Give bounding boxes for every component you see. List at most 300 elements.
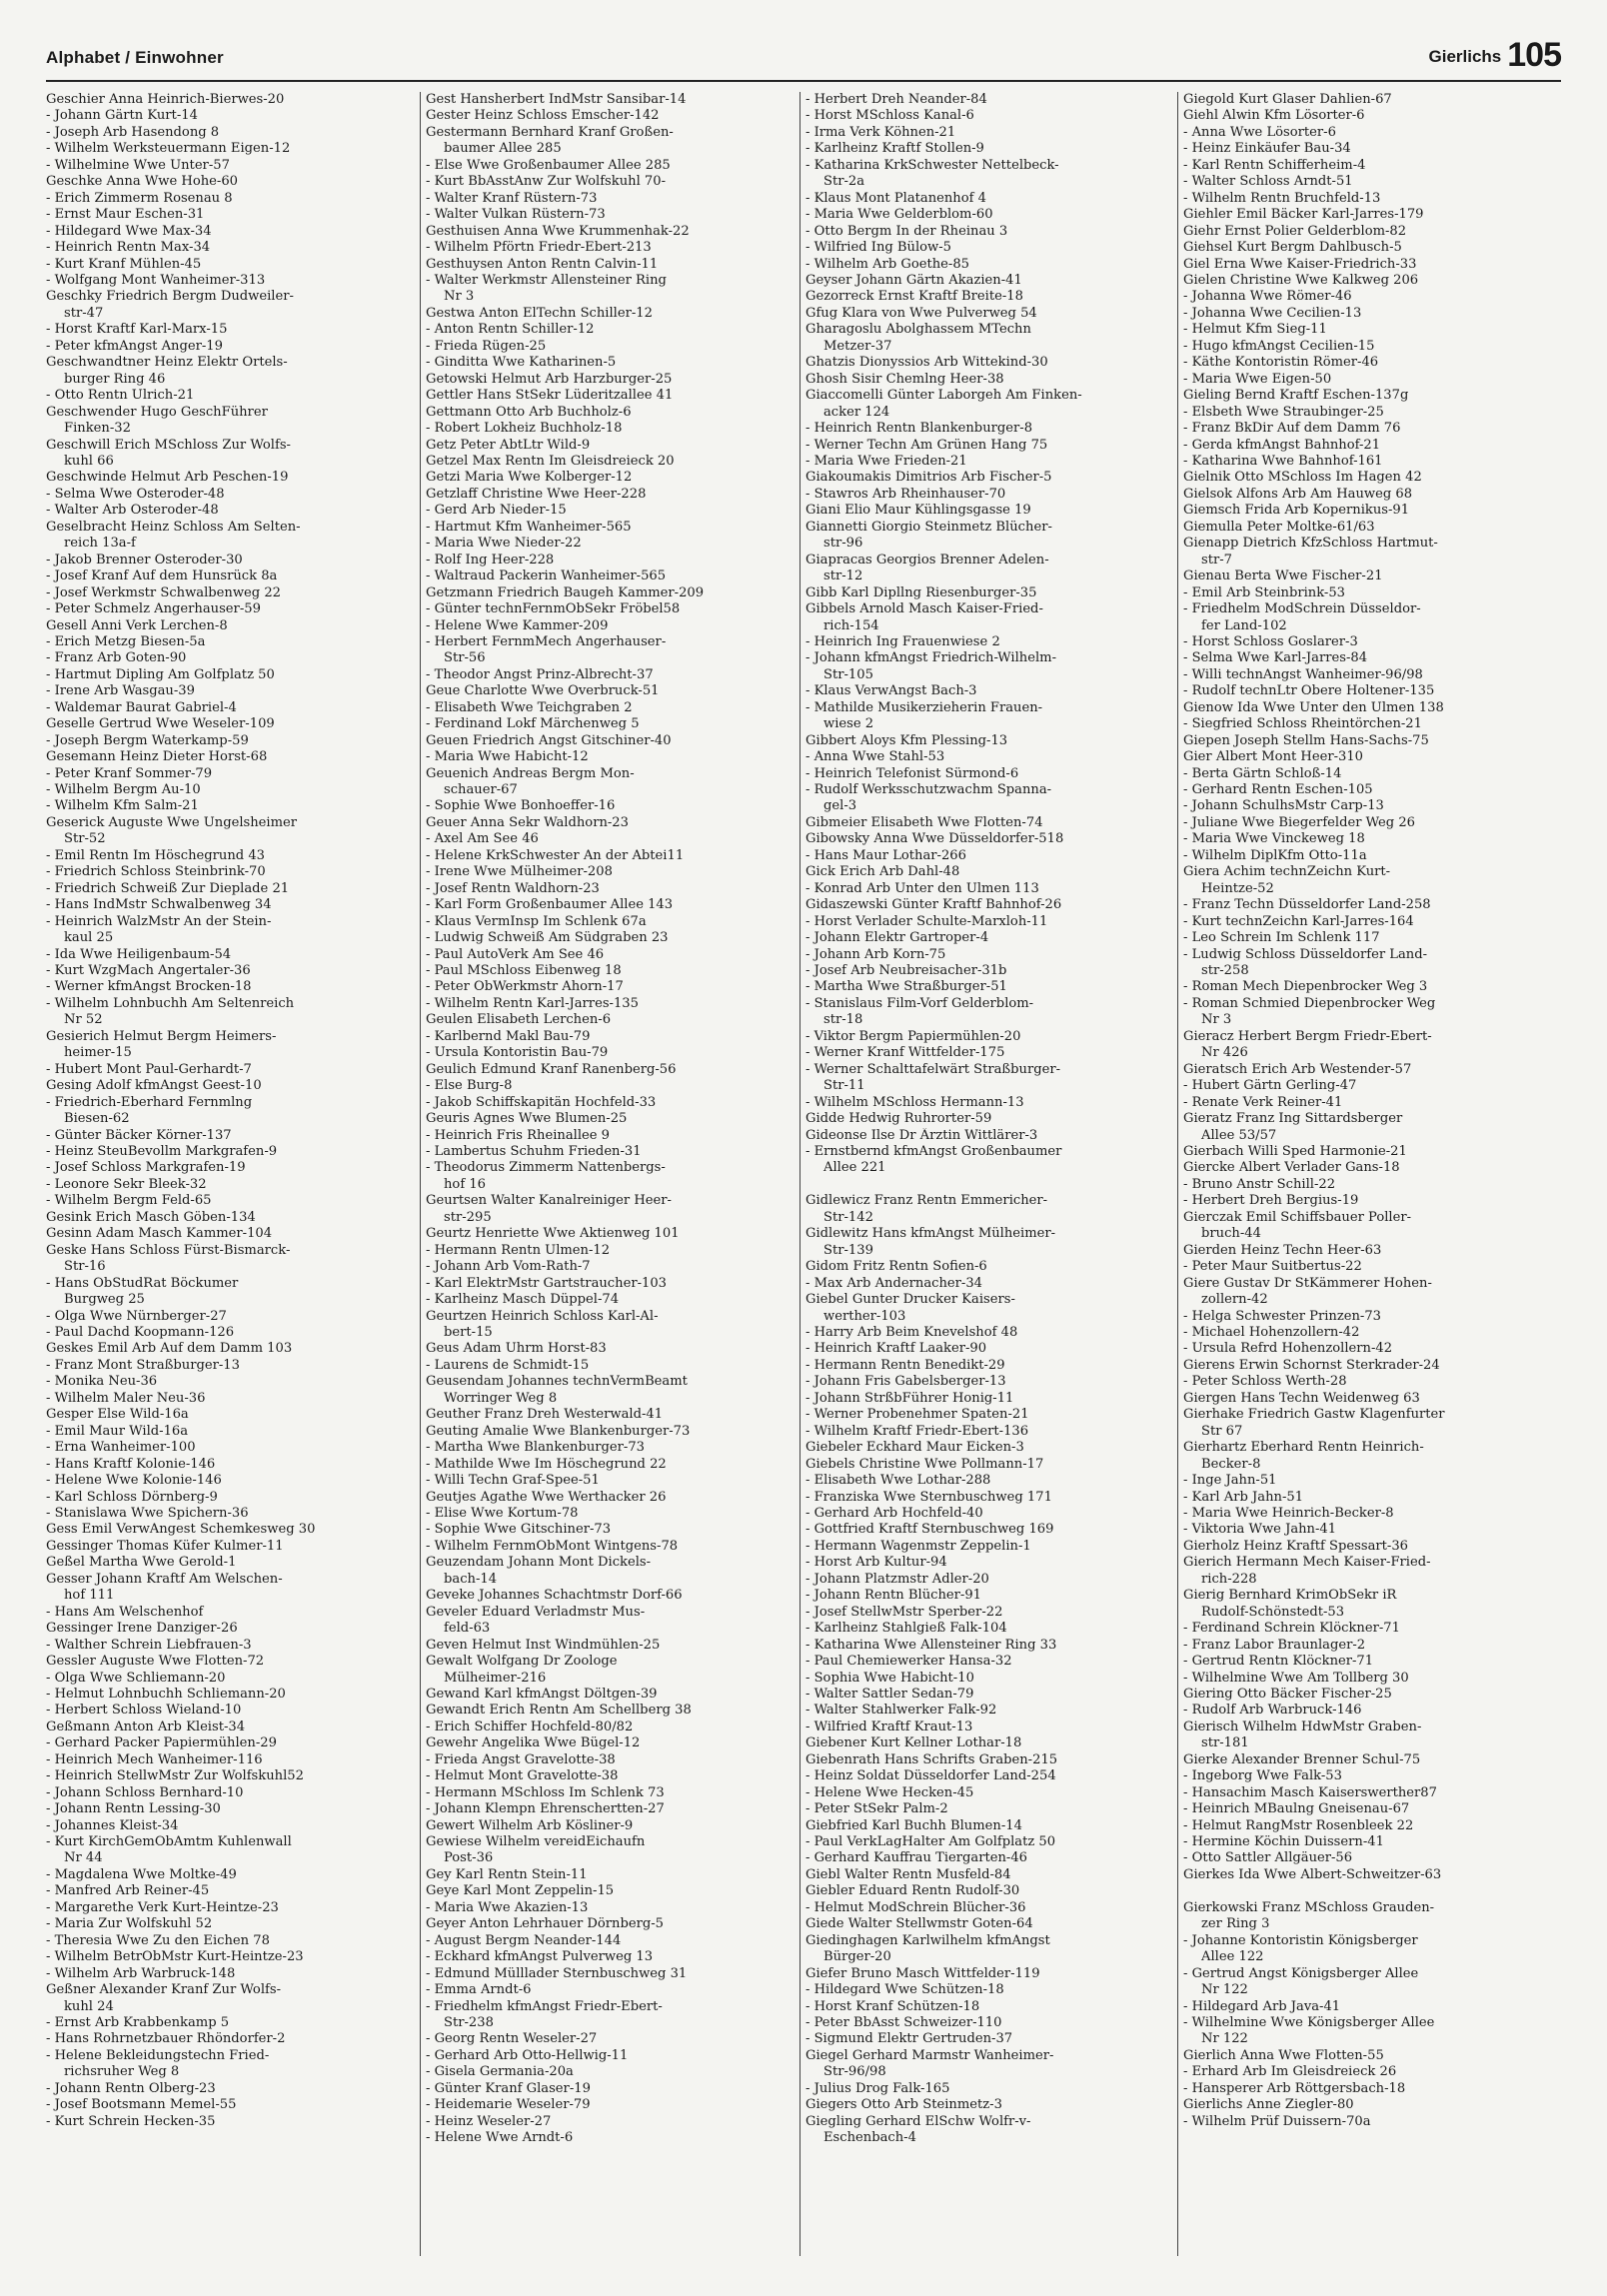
directory-entry: Geuther Franz Dreh Westerwald-41 — [426, 1407, 664, 1423]
directory-entry: - Wilhelm Pförtn Friedr-Ebert-213 — [426, 240, 652, 256]
directory-entry: Becker-8 — [1201, 1456, 1261, 1472]
directory-entry: Gierbach Willi Sped Harmonie-21 — [1183, 1144, 1407, 1159]
directory-entry: - Peter StSekr Palm-2 — [805, 1801, 948, 1817]
directory-entry: - Wilhelm Arb Goethe-85 — [805, 256, 970, 272]
directory-entry: - Josef Bootsmann Memel-55 — [46, 2097, 237, 2113]
directory-entry: - Roman Schmied Diepenbrocker Weg — [1183, 995, 1436, 1011]
directory-entry: Giebener Kurt Kellner Lothar-18 — [805, 1735, 1022, 1751]
directory-entry: Gfug Klara von Wwe Pulverweg 54 — [805, 305, 1037, 321]
directory-entry: hof 16 — [444, 1176, 486, 1192]
directory-entry: Gierden Heinz Techn Heer-63 — [1183, 1242, 1382, 1258]
directory-entry: zer Ring 3 — [1201, 1916, 1270, 1932]
directory-entry: - Karl Rentn Schifferheim-4 — [1183, 157, 1366, 173]
directory-entry: - Werner Kranf Wittfelder-175 — [805, 1045, 1005, 1061]
directory-entry: Geyser Johann Gärtn Akazien-41 — [805, 272, 1022, 288]
directory-entry: richsruher Weg 8 — [64, 2064, 180, 2080]
directory-entry: - Herbert Dreh Neander-84 — [805, 92, 987, 107]
directory-entry: Gieracz Herbert Bergm Friedr-Ebert- — [1183, 1028, 1432, 1044]
directory-entry: - Wilhelm MSchloss Hermann-13 — [805, 1094, 1024, 1110]
directory-entry: - Peter Maur Suitbertus-22 — [1183, 1259, 1362, 1275]
directory-entry: - Wilhelm Lohnbuchh Am Seltenreich — [46, 995, 295, 1011]
directory-entry: Geurtsen Walter Kanalreiniger Heer- — [426, 1193, 672, 1209]
directory-entry: - Roman Mech Diepenbrocker Weg 3 — [1183, 979, 1428, 995]
directory-entry: - Helmut Mont Gravelotte-38 — [426, 1768, 619, 1784]
directory-entry: Giebl Walter Rentn Musfeld-84 — [805, 1866, 1011, 1882]
directory-entry: - Peter Schmelz Angerhauser-59 — [46, 601, 261, 617]
directory-entry: Gest Hansherbert IndMstr Sansibar-14 — [426, 92, 687, 107]
directory-entry: Geuenich Andreas Bergm Mon- — [426, 765, 635, 781]
directory-entry: Biesen-62 — [64, 1111, 130, 1127]
directory-entry: heimer-15 — [64, 1045, 132, 1061]
directory-entry: - Herbert Dreh Bergius-19 — [1183, 1193, 1359, 1209]
directory-entry: - Kurt BbAsstAnw Zur Wolfskuhl 70- — [426, 174, 667, 190]
directory-entry: - Erich Schiffer Hochfeld-80/82 — [426, 1719, 634, 1734]
directory-entry: - Heinrich Telefonist Sürmond-6 — [805, 765, 1019, 781]
directory-entry: Gierke Alexander Brenner Schul-75 — [1183, 1751, 1421, 1767]
directory-entry: - Johann Rentn Blücher-91 — [805, 1588, 981, 1604]
directory-entry: Gesing Adolf kfmAngst Geest-10 — [46, 1078, 262, 1094]
directory-entry: - Karlheinz Masch Düppel-74 — [426, 1292, 620, 1308]
directory-entry: - Karl Form Großenbaumer Allee 143 — [426, 897, 674, 913]
directory-entry: - Paul Chemiewerker Hansa-32 — [805, 1654, 1012, 1670]
directory-entry: Giegling Gerhard ElSchw Wolfr-v- — [805, 2113, 1031, 2129]
directory-entry: Giepen Joseph Stellm Hans-Sachs-75 — [1183, 732, 1429, 748]
directory-entry: Geuzendam Johann Mont Dickels- — [426, 1555, 652, 1571]
directory-entry: Gidaszewski Günter Kraftf Bahnhof-26 — [805, 897, 1062, 913]
directory-entry: - Heinrich Fris Rheinallee 9 — [426, 1127, 610, 1143]
directory-entry: - Walter Vulkan Rüstern-73 — [426, 207, 606, 223]
directory-entry: - Franz Techn Düsseldorfer Land-258 — [1183, 897, 1431, 913]
directory-entry: Giebfried Karl Buchh Blumen-14 — [805, 1817, 1022, 1833]
directory-entry: - Ludwig Schweiß Am Südgraben 23 — [426, 930, 669, 946]
directory-entry: - Josef Werkmstr Schwalbenweg 22 — [46, 584, 282, 600]
directory-entry: - Walter Werkmstr Allensteiner Ring — [426, 272, 667, 288]
directory-entry: - Heinrich Rentn Max-34 — [46, 240, 211, 256]
directory-entry: - Paul VerkLagHalter Am Golfplatz 50 — [805, 1834, 1056, 1850]
directory-entry: - Irene Arb Wasgau-39 — [46, 683, 195, 699]
directory-entry: - Johann Arb Korn-75 — [805, 946, 946, 962]
directory-entry: Giapracas Georgios Brenner Adelen- — [805, 552, 1049, 568]
directory-entry: - Stanislaus Film-Vorf Gelderblom- — [805, 995, 1034, 1011]
directory-entry: - Johann Platzmstr Adler-20 — [805, 1571, 989, 1587]
directory-entry: Giera Achim technZeichn Kurt- — [1183, 864, 1391, 880]
directory-entry: bach-14 — [444, 1571, 498, 1587]
directory-entry: - Gertrud Rentn Klöckner-71 — [1183, 1654, 1374, 1670]
directory-entry: str-295 — [444, 1209, 492, 1225]
directory-entry: Giedinghagen Karlwilhelm kfmAngst — [805, 1932, 1050, 1948]
directory-entry: - Julius Drog Falk-165 — [805, 2080, 950, 2096]
directory-entry: - Bruno Anstr Schill-22 — [1183, 1176, 1336, 1192]
directory-entry: - Heinrich MBaulng Gneisenau-67 — [1183, 1801, 1410, 1817]
directory-entry: - Wilhelmine Wwe Am Tollberg 30 — [1183, 1670, 1409, 1686]
directory-entry: Allee 221 — [823, 1160, 886, 1176]
directory-entry: - Berta Gärtn Schloß-14 — [1183, 765, 1342, 781]
directory-entry: - Helene Wwe Kammer-209 — [426, 617, 609, 633]
directory-entry: Str-96/98 — [823, 2064, 886, 2080]
directory-entry: Gick Erich Arb Dahl-48 — [805, 864, 960, 880]
directory-entry: - Hubert Mont Paul-Gerhardt-7 — [46, 1061, 252, 1077]
directory-entry: - Theresia Wwe Zu den Eichen 78 — [46, 1932, 270, 1948]
directory-entry: - Johanna Wwe Cecilien-13 — [1183, 305, 1362, 321]
directory-entry: - Heinz Einkäufer Bau-34 — [1183, 141, 1351, 157]
directory-entry: - Viktor Bergm Papiermühlen-20 — [805, 1028, 1021, 1044]
directory-entry: Gibbels Arnold Masch Kaiser-Fried- — [805, 601, 1043, 617]
directory-entry: Gesper Else Wild-16a — [46, 1407, 189, 1423]
directory-entry: - Waldemar Baurat Gabriel-4 — [46, 699, 237, 715]
directory-entry: Giebler Eduard Rentn Rudolf-30 — [805, 1883, 1020, 1899]
directory-entry: - Karl ElektrMstr Gartstraucher-103 — [426, 1275, 668, 1291]
directory-entry: - Frieda Angst Gravelotte-38 — [426, 1751, 616, 1767]
directory-entry: - Johann Schloss Bernhard-10 — [46, 1784, 244, 1800]
directory-entry: Giehsel Kurt Bergm Dahlbusch-5 — [1183, 240, 1402, 256]
directory-entry: - Elisabeth Wwe Teichgraben 2 — [426, 699, 633, 715]
directory-entry: - Hermine Köchin Duissern-41 — [1183, 1834, 1384, 1850]
directory-entry: - Siegfried Schloss Rheintörchen-21 — [1183, 716, 1422, 732]
directory-entry: - Hans Rohrnetzbauer Rhöndorfer-2 — [46, 2031, 286, 2047]
directory-entry: - Paul Dachd Koopmann-126 — [46, 1324, 235, 1340]
directory-entry: Gesemann Heinz Dieter Horst-68 — [46, 749, 268, 765]
directory-entry: Gielnik Otto MSchloss Im Hagen 42 — [1183, 470, 1422, 486]
directory-entry: Gierkowski Franz MSchloss Grauden- — [1183, 1899, 1435, 1915]
directory-entry: - Max Arb Andernacher-34 — [805, 1275, 982, 1291]
directory-entry: - Renate Verk Reiner-41 — [1183, 1094, 1343, 1110]
directory-entry — [805, 1177, 1177, 1193]
directory-entry: - Peter BbAsst Schweizer-110 — [805, 2015, 1002, 2031]
directory-entry: - Robert Lokheiz Buchholz-18 — [426, 421, 623, 437]
directory-entry: Gidlewicz Franz Rentn Emmericher- — [805, 1193, 1048, 1209]
directory-entry: Gienow Ida Wwe Unter den Ulmen 138 — [1183, 699, 1444, 715]
directory-entry: - Wilhelmine Wwe Unter-57 — [46, 157, 230, 173]
directory-entry: Gewand Karl kfmAngst Döltgen-39 — [426, 1686, 658, 1702]
directory-entry: - Karlheinz Stahlgieß Falk-104 — [805, 1621, 1007, 1637]
directory-entry: Geschier Anna Heinrich-Bierwes-20 — [46, 92, 285, 107]
directory-entry: Geulen Elisabeth Lerchen-6 — [426, 1012, 612, 1028]
directory-entry: - Horst Arb Kultur-94 — [805, 1555, 947, 1571]
directory-entry: Geurtz Henriette Wwe Aktienweg 101 — [426, 1226, 680, 1242]
directory-entry: - Sophia Wwe Habicht-10 — [805, 1670, 974, 1686]
directory-entry: burger Ring 46 — [64, 371, 166, 387]
directory-entry: - Walter Arb Osteroder-48 — [46, 503, 219, 519]
directory-entry: - Hansperer Arb Röttgersbach-18 — [1183, 2080, 1406, 2096]
directory-entry: - Gerhard Kauffrau Tiergarten-46 — [805, 1850, 1027, 1866]
directory-entry: Finken-32 — [64, 421, 131, 437]
directory-entry: Gienau Berta Wwe Fischer-21 — [1183, 569, 1383, 584]
directory-entry: Gieratz Franz Ing Sittardsberger — [1183, 1111, 1403, 1127]
directory-entry: Getzi Maria Wwe Kolberger-12 — [426, 470, 633, 486]
directory-entry: - Horst Kraftf Karl-Marx-15 — [46, 322, 228, 338]
directory-entry: - Werner Probenehmer Spaten-21 — [805, 1407, 1029, 1423]
directory-entry: - Margarethe Verk Kurt-Heintze-23 — [46, 1899, 279, 1915]
directory-entry: - Hans Kraftf Kolonie-146 — [46, 1456, 216, 1472]
directory-entry: - Willi technAngst Wanheimer-96/98 — [1183, 666, 1423, 682]
directory-entry: wiese 2 — [823, 716, 874, 732]
directory-entry: - Paul MSchloss Eibenweg 18 — [426, 963, 622, 979]
directory-entry: - Heinz SteuBevollm Markgrafen-9 — [46, 1144, 278, 1159]
directory-entry: Str 67 — [1201, 1423, 1243, 1439]
directory-entry: - Käthe Kontoristin Römer-46 — [1183, 355, 1379, 371]
directory-entry: - Eckhard kfmAngst Pulverweg 13 — [426, 1949, 654, 1965]
directory-entry: - Friedrich-Eberhard Fernmlng — [46, 1094, 253, 1110]
directory-entry: - Karlheinz Kraftf Stollen-9 — [805, 141, 984, 157]
directory-entry: Giehler Emil Bäcker Karl-Jarres-179 — [1183, 207, 1424, 223]
directory-entry: Worringer Weg 8 — [444, 1390, 558, 1406]
directory-entry: - Gerhard Packer Papiermühlen-29 — [46, 1735, 277, 1751]
directory-entry: Gibmeier Elisabeth Wwe Flotten-74 — [805, 814, 1043, 830]
directory-entry: - Wilfried Ing Bülow-5 — [805, 240, 952, 256]
directory-entry: - Ludwig Schloss Düsseldorfer Land- — [1183, 946, 1428, 962]
directory-entry: - Hildegard Wwe Schützen-18 — [805, 1982, 1004, 1998]
directory-entry: Gidom Fritz Rentn Sofien-6 — [805, 1259, 987, 1275]
directory-entry: - Mathilde Musikerzieherin Frauen- — [805, 699, 1043, 715]
directory-entry: - Else Wwe Großenbaumer Allee 285 — [426, 157, 671, 173]
directory-entry: Gielen Christine Wwe Kalkweg 206 — [1183, 272, 1419, 288]
directory-entry: Giannetti Giorgio Steinmetz Blücher- — [805, 519, 1052, 535]
directory-entry: - Maria Wwe Vinckeweg 18 — [1183, 831, 1365, 847]
directory-entry: Giemsch Frida Arb Kopernikus-91 — [1183, 503, 1410, 519]
directory-entry: Metzer-37 — [823, 338, 892, 354]
directory-entry: - Emil Arb Steinbrink-53 — [1183, 584, 1346, 600]
directory-entry: Geulich Edmund Kranf Ranenberg-56 — [426, 1061, 677, 1077]
directory-entry: - Klaus VerwAngst Bach-3 — [805, 683, 977, 699]
column-divider — [800, 92, 801, 2256]
directory-entry: - Hugo kfmAngst Cecilien-15 — [1183, 338, 1375, 354]
directory-entry: Giani Elio Maur Kühlingsgasse 19 — [805, 503, 1031, 519]
directory-entry: - Stawros Arb Rheinhauser-70 — [805, 486, 1006, 502]
directory-entry: str-47 — [64, 305, 104, 321]
directory-entry: Geschwender Hugo GeschFührer — [46, 404, 268, 420]
column-3 — [805, 92, 1177, 2256]
directory-entry: - Selma Wwe Karl-Jarres-84 — [1183, 650, 1368, 666]
header-rule — [46, 80, 1561, 82]
directory-entry: - Johann Arb Vom-Rath-7 — [426, 1259, 591, 1275]
directory-entry: Giehl Alwin Kfm Lösorter-6 — [1183, 108, 1365, 124]
directory-entry: Giehr Ernst Polier Gelderblom-82 — [1183, 223, 1407, 239]
directory-entry: - Rudolf Arb Warbruck-146 — [1183, 1703, 1362, 1719]
directory-entry: - Gerhard Rentn Eschen-105 — [1183, 782, 1373, 798]
directory-entry: Giering Otto Bäcker Fischer-25 — [1183, 1686, 1392, 1702]
directory-entry: Geschke Anna Wwe Hohe-60 — [46, 174, 238, 190]
directory-entry — [1183, 1883, 1555, 1899]
directory-entry: Gewert Wilhelm Arb Kösliner-9 — [426, 1817, 634, 1833]
directory-entry: - Olga Wwe Nürnberger-27 — [46, 1308, 227, 1324]
directory-entry: acker 124 — [823, 404, 890, 420]
directory-entry: Geschwinde Helmut Arb Peschen-19 — [46, 470, 289, 486]
directory-entry: bert-15 — [444, 1324, 493, 1340]
directory-entry: Giebels Christine Wwe Pollmann-17 — [805, 1456, 1044, 1472]
directory-entry: - Josef Schloss Markgrafen-19 — [46, 1160, 246, 1176]
directory-entry: - Gertrud Angst Königsberger Allee — [1183, 1965, 1419, 1981]
directory-entry: Gey Karl Rentn Stein-11 — [426, 1866, 588, 1882]
directory-entry: Geuer Anna Sekr Waldhorn-23 — [426, 814, 629, 830]
directory-entry: - Walther Schrein Liebfrauen-3 — [46, 1637, 252, 1653]
directory-entry: - Gerhard Arb Otto-Hellwig-11 — [426, 2047, 629, 2063]
directory-entry: - Karl Schloss Dörnberg-9 — [46, 1489, 218, 1505]
directory-entry: - Ursula Kontoristin Bau-79 — [426, 1045, 609, 1061]
directory-entry: - Kurt KirchGemObAmtm Kuhlenwall — [46, 1834, 292, 1850]
directory-entry: Giebeler Eckhard Maur Eicken-3 — [805, 1440, 1024, 1456]
directory-entry: Gestwa Anton ElTechn Schiller-12 — [426, 305, 653, 321]
directory-entry: Gewehr Angelika Wwe Bügel-12 — [426, 1735, 641, 1751]
directory-entry: - Ida Wwe Heiligenbaum-54 — [46, 946, 232, 962]
directory-entry: - Johann Rentn Ölberg-23 — [46, 2080, 216, 2096]
directory-entry: Geue Charlotte Wwe Overbruck-51 — [426, 683, 660, 699]
directory-entry: Gierczak Emil Schiffsbauer Poller- — [1183, 1209, 1412, 1225]
directory-entry: Gesink Erich Masch Göben-134 — [46, 1209, 256, 1225]
directory-entry: Allee 53/57 — [1201, 1127, 1277, 1143]
directory-entry: - Franz Labor Braunlager-2 — [1183, 1637, 1366, 1653]
page-header — [46, 36, 1561, 78]
directory-entry: - Heinz Weseler-27 — [426, 2113, 552, 2129]
directory-entry: - Gisela Germania-20a — [426, 2064, 574, 2080]
directory-entry: Giaccomelli Günter Laborgeh Am Finken- — [805, 388, 1082, 404]
directory-entry: - Ernstbernd kfmAngst Großenbaumer — [805, 1144, 1062, 1159]
directory-entry: - Hermann Rentn Ulmen-12 — [426, 1242, 611, 1258]
directory-entry: - Wilhelm Kraftf Friedr-Ebert-136 — [805, 1423, 1029, 1439]
directory-entry: Ghatzis Dionyssios Arb Wittekind-30 — [805, 355, 1048, 371]
directory-entry: Gibbert Aloys Kfm Plessing-13 — [805, 732, 1008, 748]
directory-entry: - Hans Maur Lothar-266 — [805, 847, 966, 863]
directory-entry: - Kurt technZeichn Karl-Jarres-164 — [1183, 913, 1414, 929]
directory-entry: - Jakob Brenner Osteroder-30 — [46, 552, 243, 568]
directory-entry: - Günter technFernmObSekr Fröbel58 — [426, 601, 681, 617]
directory-entry: - Klaus Mont Platanenhof 4 — [805, 190, 986, 206]
directory-entry: - Emil Rentn Im Höschegrund 43 — [46, 847, 265, 863]
directory-entry: - Manfred Arb Reiner-45 — [46, 1883, 210, 1899]
directory-entry: - Maria Wwe Eigen-50 — [1183, 371, 1332, 387]
directory-entry: - Heinrich WalzMstr An der Stein- — [46, 913, 272, 929]
directory-entry: - Gerda kfmAngst Bahnhof-21 — [1183, 437, 1381, 453]
directory-entry: - Johann Fris Gabelsberger-13 — [805, 1374, 1006, 1390]
directory-entry: Getowski Helmut Arb Harzburger-25 — [426, 371, 673, 387]
directory-entry: zollern-42 — [1201, 1292, 1268, 1308]
directory-entry: - Mathilde Wwe Im Höschegrund 22 — [426, 1456, 667, 1472]
directory-entry: Gester Heinz Schloss Emscher-142 — [426, 108, 660, 124]
directory-entry: - Katharina Wwe Bahnhof-161 — [1183, 453, 1383, 469]
directory-entry: Geschwill Erich MSchloss Zur Wolfs- — [46, 437, 291, 453]
directory-entry: - Elise Wwe Kortum-78 — [426, 1505, 579, 1521]
directory-entry: - Inge Jahn-51 — [1183, 1473, 1277, 1489]
directory-entry: - Friedrich Schweiß Zur Dieplade 21 — [46, 880, 290, 896]
directory-entry: feld-63 — [444, 1621, 491, 1637]
directory-entry: - Johann SchulhsMstr Carp-13 — [1183, 798, 1384, 814]
directory-entry: reich 13a-f — [64, 536, 136, 552]
directory-entry: - Lambertus Schuhm Frieden-31 — [426, 1144, 642, 1159]
directory-entry: kuhl 66 — [64, 453, 114, 469]
directory-entry: str-18 — [823, 1012, 863, 1028]
directory-entry: - Emil Maur Wild-16a — [46, 1423, 189, 1439]
directory-entry: - Ingeborg Wwe Falk-53 — [1183, 1768, 1342, 1784]
directory-entry: - Sophie Wwe Bonhoeffer-16 — [426, 798, 616, 814]
directory-entry: - Hans ObStudRat Böckumer — [46, 1275, 239, 1291]
directory-entry: - Johanna Wwe Römer-46 — [1183, 289, 1352, 305]
directory-entry: Geschwandtner Heinz Elektr Ortels- — [46, 355, 288, 371]
directory-entry: - Rudolf Werksschutzwachm Spanna- — [805, 782, 1052, 798]
directory-entry: Str-142 — [823, 1209, 873, 1225]
directory-entry: Gessinger Thomas Küfer Kulmer-11 — [46, 1538, 284, 1554]
directory-entry: Nr 122 — [1201, 2031, 1248, 2047]
directory-entry: str-258 — [1201, 963, 1249, 979]
directory-entry: - Katharina KrkSchwester Nettelbeck- — [805, 157, 1059, 173]
directory-entry: Giergen Hans Techn Weidenweg 63 — [1183, 1390, 1420, 1406]
directory-entry: - Juliane Wwe Biegerfelder Weg 26 — [1183, 814, 1415, 830]
directory-entry: Geye Karl Mont Zeppelin-15 — [426, 1883, 615, 1899]
directory-entry: - Herbert Schloss Wieland-10 — [46, 1703, 242, 1719]
directory-entry: - Josef Kranf Auf dem Hunsrück 8a — [46, 569, 278, 584]
directory-entry: - Erich Zimmerm Rosenau 8 — [46, 190, 233, 206]
directory-entry: Geselle Gertrud Wwe Weseler-109 — [46, 716, 275, 732]
directory-entry: - Katharina Wwe Allensteiner Ring 33 — [805, 1637, 1057, 1653]
directory-entry: - Werner Techn Am Grünen Hang 75 — [805, 437, 1048, 453]
directory-entry: Gienapp Dietrich KfzSchloss Hartmut- — [1183, 536, 1438, 552]
directory-entry: - Edmund Mülllader Sternbuschweg 31 — [426, 1965, 688, 1981]
directory-entry: - Horst Kranf Schützen-18 — [805, 1998, 980, 2014]
directory-entry: str-181 — [1201, 1735, 1249, 1751]
directory-entry: - Johann Gärtn Kurt-14 — [46, 108, 198, 124]
directory-entry: - Else Burg-8 — [426, 1078, 513, 1094]
directory-entry: - Ferdinand Schrein Klöckner-71 — [1183, 1621, 1400, 1637]
directory-entry: Str-56 — [444, 650, 486, 666]
directory-entry: str-7 — [1201, 552, 1232, 568]
directory-entry: - Kurt Schrein Hecken-35 — [46, 2113, 216, 2129]
directory-entry: - Ernst Maur Eschen-31 — [46, 207, 205, 223]
directory-entry: - Hermann MSchloss Im Schlenk 73 — [426, 1784, 665, 1800]
directory-entry: - Werner kfmAngst Brocken-18 — [46, 979, 252, 995]
directory-entry: - August Bergm Neander-144 — [426, 1932, 622, 1948]
directory-entry: Str-11 — [823, 1078, 865, 1094]
directory-entry: Gessler Auguste Wwe Flotten-72 — [46, 1654, 265, 1670]
directory-entry: Gewiese Wilhelm vereidEichaufn — [426, 1834, 646, 1850]
directory-entry: Getzlaff Christine Wwe Heer-228 — [426, 486, 647, 502]
directory-entry: Gierhake Friedrich Gastw Klagenfurter — [1183, 1407, 1445, 1423]
directory-entry: Gesinn Adam Masch Kammer-104 — [46, 1226, 273, 1242]
directory-entry: - Johann kfmAngst Friedrich-Wilhelm- — [805, 650, 1056, 666]
directory-entry: Geßel Martha Wwe Gerold-1 — [46, 1555, 237, 1571]
directory-entry: - Heinrich Ing Frauenwiese 2 — [805, 633, 1000, 649]
directory-entry: Giere Gustav Dr StKämmerer Hohen- — [1183, 1275, 1432, 1291]
directory-entry: - Heinrich Kraftf Laaker-90 — [805, 1341, 987, 1357]
directory-entry: - Hartmut Dipling Am Golfplatz 50 — [46, 666, 275, 682]
directory-entry: - Sophie Wwe Gitschiner-73 — [426, 1522, 612, 1538]
directory-entry: Post-36 — [444, 1850, 494, 1866]
directory-entry: - Maria Wwe Heinrich-Becker-8 — [1183, 1505, 1394, 1521]
directory-entry: - Erna Wanheimer-100 — [46, 1440, 196, 1456]
directory-entry: Gibowsky Anna Wwe Düsseldorfer-518 — [805, 831, 1064, 847]
column-2 — [426, 92, 798, 2256]
directory-entry: Rudolf-Schönstedt-53 — [1201, 1604, 1345, 1620]
directory-entry: Gharagoslu Abolghassem MTechn — [805, 322, 1031, 338]
directory-entry: - Hans IndMstr Schwalbenweg 34 — [46, 897, 272, 913]
directory-entry: - Selma Wwe Osteroder-48 — [46, 486, 225, 502]
directory-entry: - Johannes Kleist-34 — [46, 1817, 179, 1833]
directory-entry: - Martha Wwe Straßburger-51 — [805, 979, 1007, 995]
running-head — [1429, 36, 1562, 75]
directory-entry: - Anton Rentn Schiller-12 — [426, 322, 595, 338]
directory-entry: Giakoumakis Dimitrios Arb Fischer-5 — [805, 470, 1052, 486]
directory-entry: - Wilhelm FernmObMont Wintgens-78 — [426, 1538, 679, 1554]
directory-entry: - Irma Verk Köhnen-21 — [805, 124, 956, 140]
directory-entry: - Erich Metzg Biesen-5a — [46, 633, 206, 649]
directory-entry: - Walter Stahlwerker Falk-92 — [805, 1703, 997, 1719]
directory-entry: - Helmut ModSchrein Blücher-36 — [805, 1899, 1026, 1915]
directory-entry: Giel Erna Wwe Kaiser-Friedrich-33 — [1183, 256, 1417, 272]
directory-entry: - Wilhelm BetrObMstr Kurt-Heintze-23 — [46, 1949, 304, 1965]
column-1 — [46, 92, 418, 2256]
directory-entry: Eschenbach-4 — [823, 2130, 916, 2146]
directory-entry: - Olga Wwe Schliemann-20 — [46, 1670, 226, 1686]
directory-entry: - Josef Rentn Waldhorn-23 — [426, 880, 600, 896]
directory-entry: Burgweg 25 — [64, 1292, 145, 1308]
directory-entry: - Rolf Ing Heer-228 — [426, 552, 555, 568]
